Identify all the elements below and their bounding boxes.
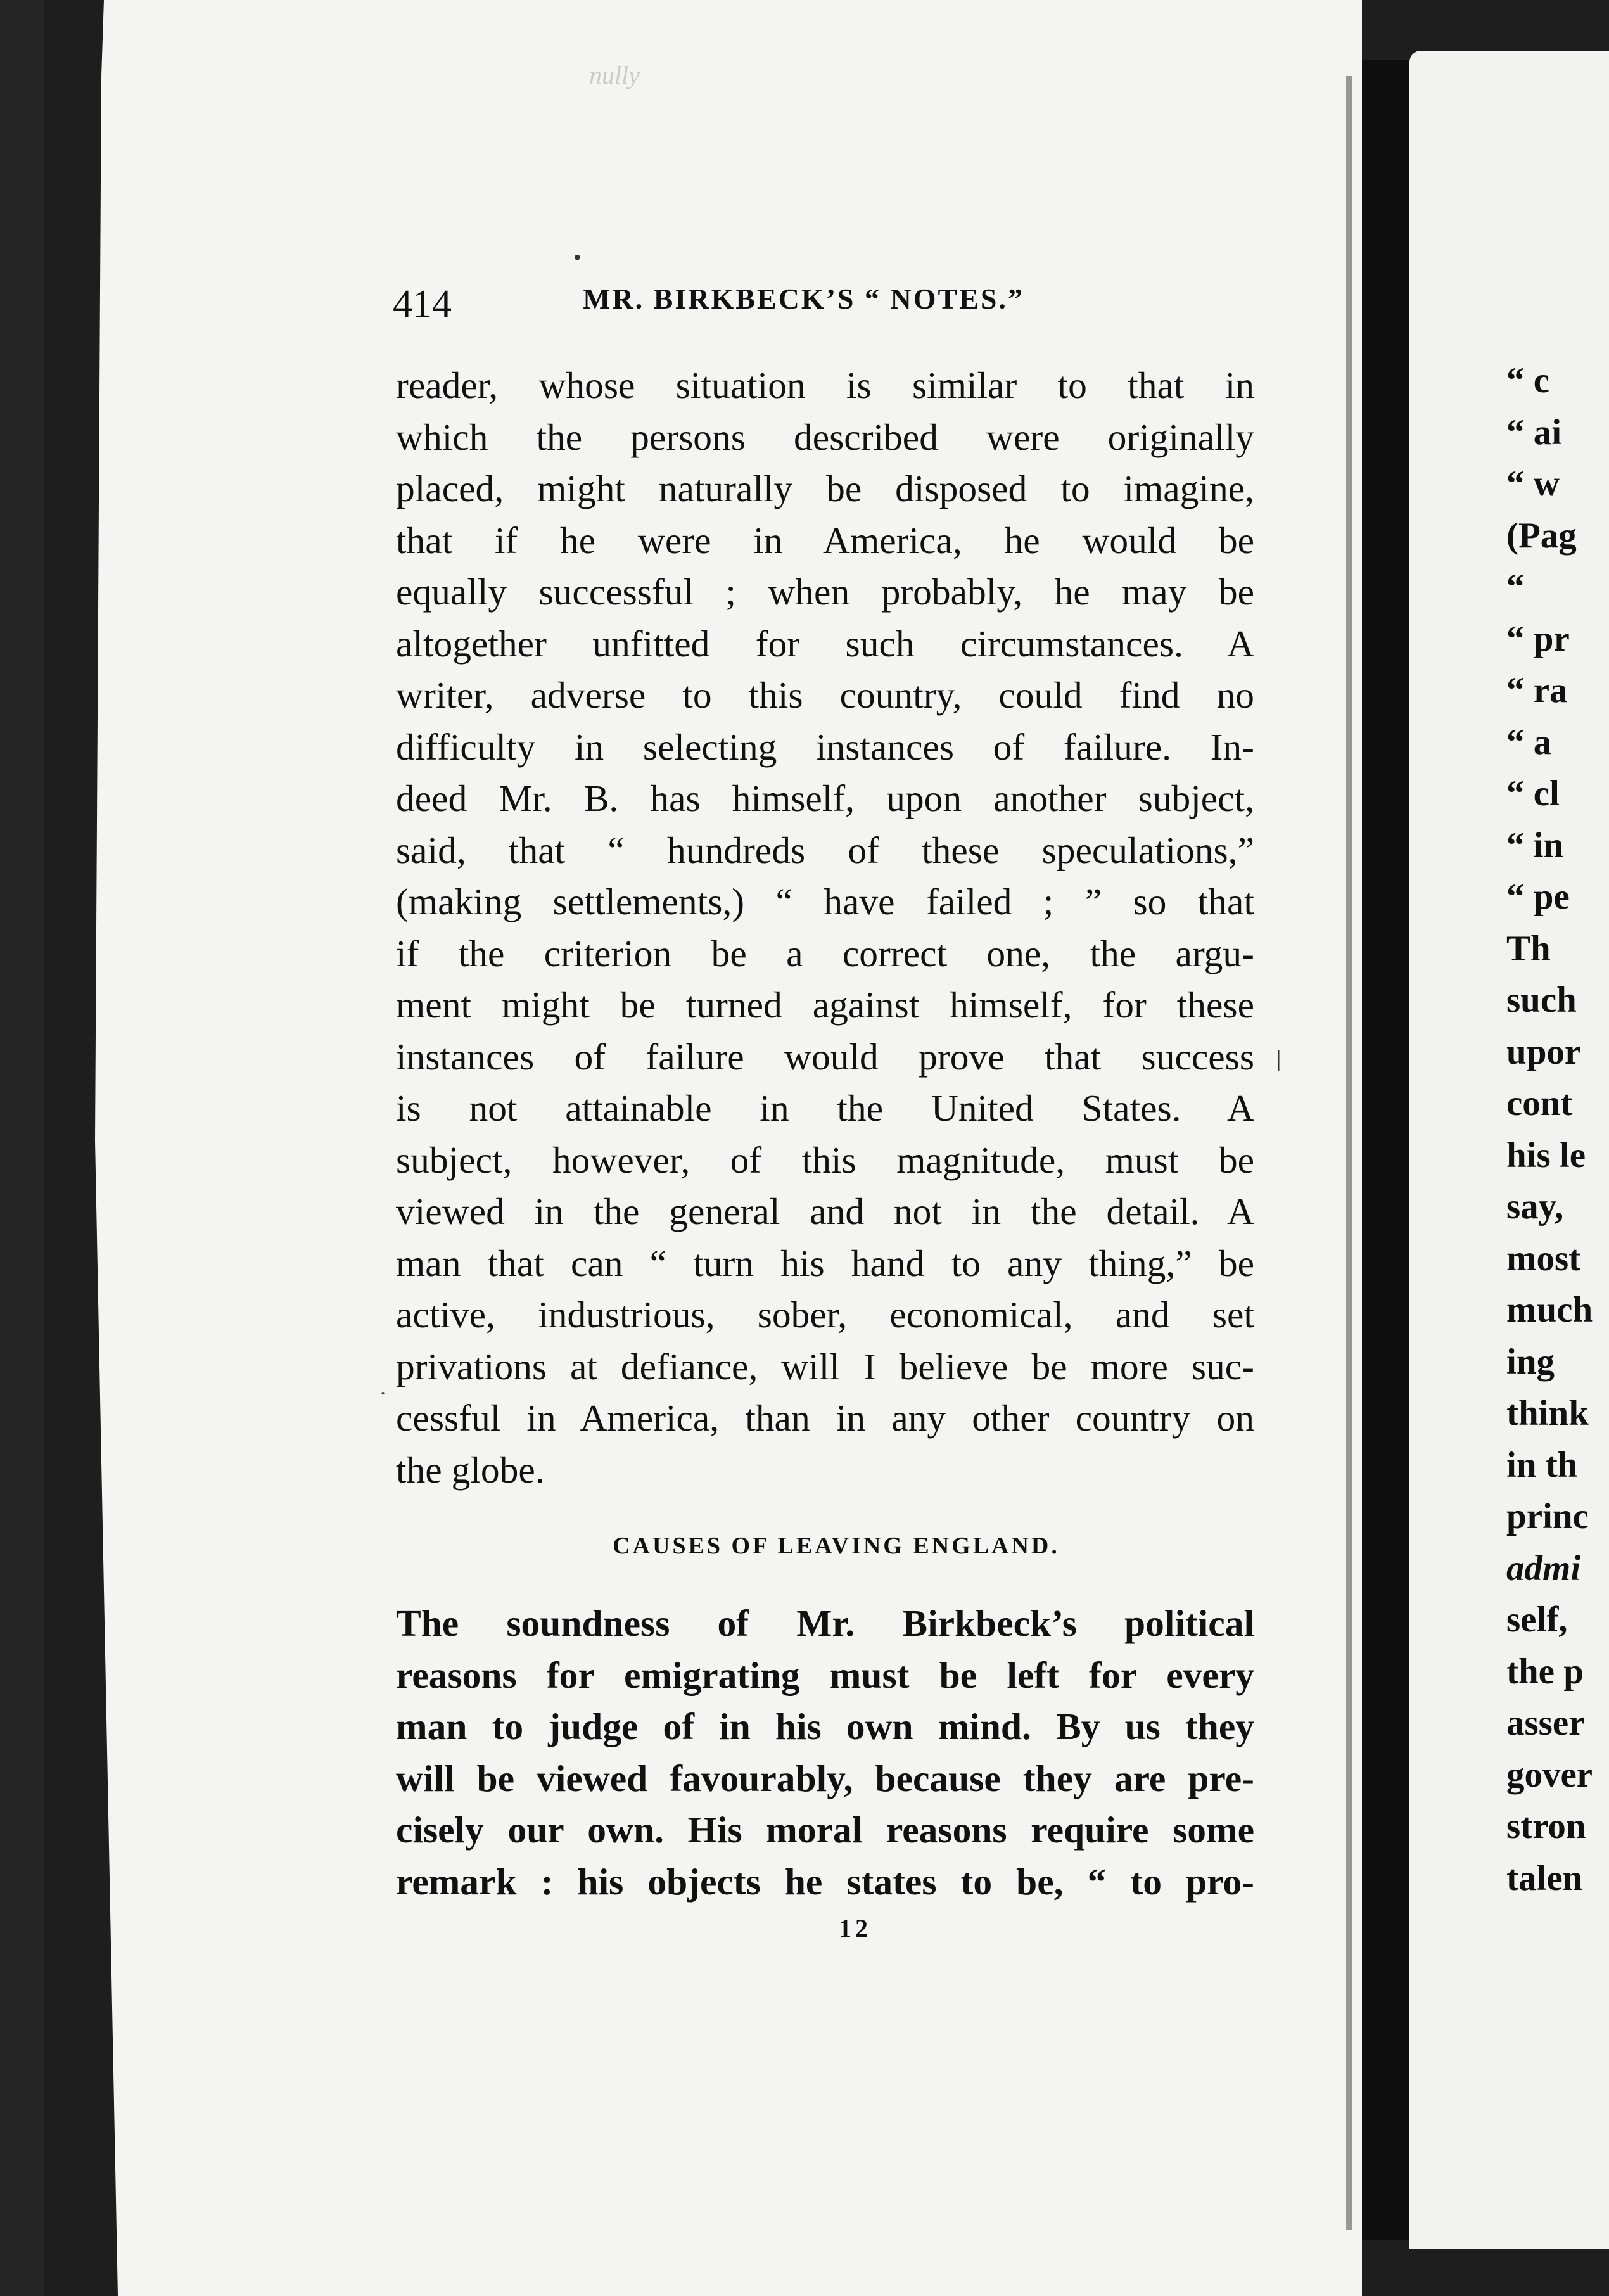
right-page-line: “ ra (1506, 670, 1568, 710)
text-line: privations at defiance, will I believe be more suc- (396, 1345, 1254, 1387)
right-page-line: Th (1506, 928, 1551, 969)
right-page-line: ing (1506, 1341, 1555, 1382)
text-line: reasons for emigrating must be left for every (396, 1654, 1254, 1696)
right-page-text (1506, 355, 1609, 1904)
text-line: instances of failure would prove that success (396, 1035, 1254, 1078)
text-line: equally successful ; when probably, he may be (396, 571, 1254, 613)
page-number: 414 (393, 283, 452, 326)
book-gutter (1362, 60, 1409, 2240)
right-page-line: “ pr (1506, 618, 1570, 659)
right-page-line: “ cl (1506, 774, 1560, 813)
signature-mark: 12 (839, 1914, 872, 1942)
text-line: deed Mr. B. has himself, upon another subject, (396, 777, 1254, 819)
right-page-line: his le (1506, 1135, 1586, 1175)
right-page-line: “ in (1506, 825, 1564, 865)
text-line: man to judge of in his own mind. By us they (396, 1706, 1254, 1747)
right-page-line: “ w (1506, 464, 1560, 504)
text-line: remark : his objects he states to be, “ to pro- (396, 1860, 1254, 1903)
paragraph-2 (396, 1598, 1254, 1908)
right-page-line: say, (1506, 1187, 1564, 1227)
margin-mark: | (1276, 1046, 1281, 1071)
ink-dot: • (573, 245, 582, 270)
right-page-line: princ (1506, 1496, 1589, 1536)
right-page-line: such (1506, 980, 1577, 1020)
gutter-shadow (1346, 76, 1352, 2230)
bleed-through-text: nully (589, 61, 640, 89)
text-line: ment might be turned against himself, for these (396, 984, 1254, 1026)
text-line: subject, however, of this magnitude, must be (396, 1138, 1254, 1181)
text-line: is not attainable in the United States. A (396, 1087, 1254, 1129)
right-page-line: stron (1506, 1806, 1586, 1846)
right-page-line: cont (1506, 1083, 1573, 1123)
text-line: the globe. (396, 1448, 545, 1491)
right-page-line: (Pag (1506, 515, 1577, 556)
right-page-line: talen (1506, 1858, 1583, 1898)
right-page-line: the p (1506, 1651, 1584, 1692)
right-page-line: “ a (1506, 722, 1552, 762)
text-line: said, that “ hundreds of these speculations,” (396, 829, 1254, 871)
text-line: writer, adverse to this country, could find no (396, 674, 1254, 716)
right-page-line: think (1506, 1393, 1589, 1433)
right-page-line: “ ai (1506, 412, 1562, 452)
text-line: if the criterion be a correct one, the argu- (396, 932, 1254, 974)
right-page-line: “ c (1506, 360, 1550, 400)
text-line: difficulty in selecting instances of failure. In- (396, 725, 1254, 768)
paragraph-1 (396, 360, 1254, 1496)
text-line: cessful in America, than in any other country on (396, 1397, 1254, 1439)
right-page-line: asser (1506, 1703, 1585, 1743)
text-line: placed, might naturally be disposed to imagine, (396, 468, 1254, 509)
text-line: The soundness of Mr. Birkbeck’s political (396, 1602, 1254, 1644)
text-line: (making settlements,) “ have failed ; ” so that (396, 881, 1254, 922)
right-page-line: self, (1506, 1600, 1568, 1640)
right-page-line: gover (1506, 1754, 1593, 1795)
text-line: man that can “ turn his hand to any thing,” be (396, 1242, 1254, 1284)
text-line: altogether unfitted for such circumstances. A (396, 622, 1254, 665)
text-line: that if he were in America, he would be (396, 519, 1254, 561)
right-page-line: admi (1506, 1548, 1581, 1588)
text-line: will be viewed favourably, because they are pre- (396, 1757, 1254, 1799)
right-page-line: most (1506, 1238, 1581, 1279)
section-heading: CAUSES OF LEAVING ENGLAND. (613, 1533, 1060, 1559)
right-page-line: in th (1506, 1445, 1578, 1485)
right-page-line: “ pe (1506, 877, 1570, 917)
text-line: viewed in the general and not in the detail. A (396, 1190, 1254, 1232)
text-line: reader, whose situation is similar to that in (396, 364, 1254, 406)
text-line: cisely our own. His moral reasons require some (396, 1809, 1254, 1851)
right-page-line: “ (1506, 567, 1525, 607)
text-line: active, industrious, sober, economical, and set (396, 1294, 1254, 1336)
ink-dot: . (380, 1374, 386, 1400)
text-line: which the persons described were originally (396, 416, 1254, 458)
right-page-line: much (1506, 1290, 1593, 1330)
running-head: MR. BIRKBECK’S “ NOTES.” (583, 283, 1024, 315)
scanner-edge (0, 0, 44, 2296)
right-page-line: upor (1506, 1031, 1581, 1072)
